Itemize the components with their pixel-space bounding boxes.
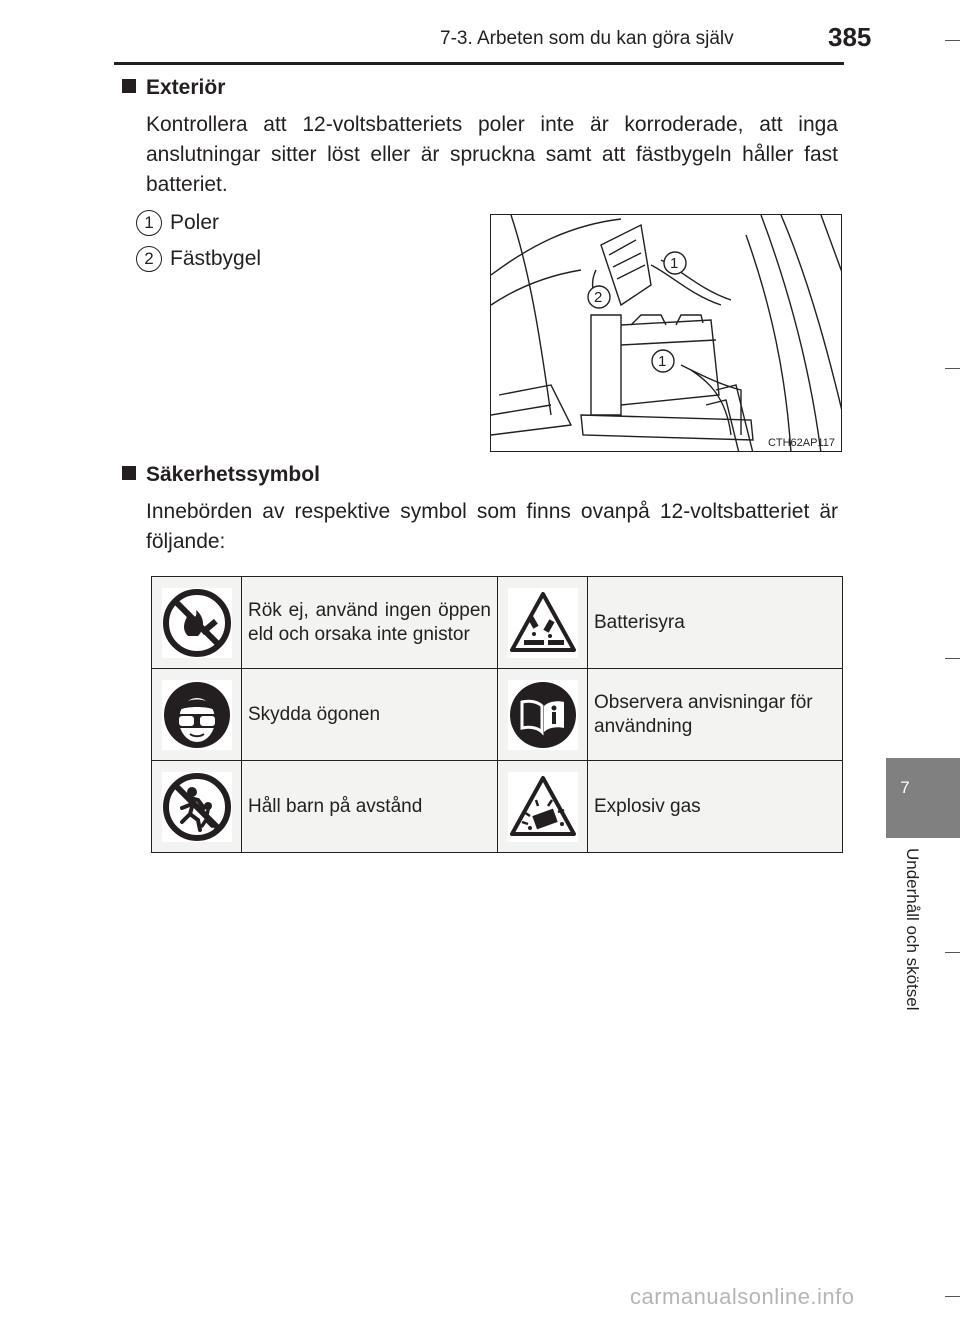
square-bullet-icon	[122, 466, 136, 480]
symbol-cell	[152, 577, 242, 669]
svg-text:1: 1	[658, 353, 667, 370]
chapter-label: Underhåll och skötsel	[903, 848, 922, 1011]
safety-paragraph: Innebörden av respektive symbol som finns ovanpå 12-voltsbatteriet är följande:	[146, 500, 838, 553]
safety-heading	[122, 463, 320, 487]
symbol-cell	[498, 577, 588, 669]
chapter-tab	[886, 758, 960, 838]
image-code: CTH62AP117	[767, 437, 835, 449]
battery-drawing	[491, 215, 842, 452]
table-row	[152, 577, 843, 669]
square-bullet-icon	[122, 79, 136, 93]
symbol-label: Explosiv gas	[588, 761, 843, 853]
crop-mark	[945, 40, 960, 41]
symbol-label: Batterisyra	[588, 577, 843, 669]
table-row	[152, 669, 843, 761]
page-number: 385	[828, 22, 872, 52]
eye-protection-icon	[162, 680, 232, 750]
table-row	[152, 761, 843, 853]
legend-item-poles	[136, 210, 219, 236]
no-smoking-no-flame-icon	[162, 588, 232, 658]
legend-number: 1	[136, 210, 162, 236]
read-instructions-icon	[508, 680, 578, 750]
watermark: carmanualsonline.info	[630, 1284, 855, 1309]
safety-heading-text: Säkerhetssymbol	[146, 463, 320, 486]
exterior-paragraph: Kontrollera att 12-voltsbatteriets poler inte är korroderade, att inga anslutningar sitter löst eller är spruckna samt att fästbygeln håller fast batteriet.	[146, 113, 838, 196]
symbol-label: Skydda ögonen	[242, 669, 498, 761]
keep-children-away-icon	[162, 772, 232, 842]
safety-symbol-table	[151, 576, 843, 853]
battery-illustration	[490, 214, 842, 452]
symbol-cell	[498, 669, 588, 761]
symbol-cell	[152, 669, 242, 761]
crop-mark	[945, 952, 960, 953]
symbol-label: Håll barn på avstånd	[242, 761, 498, 853]
legend-number: 2	[136, 246, 162, 272]
symbol-cell	[152, 761, 242, 853]
legend-label: Poler	[170, 211, 220, 234]
explosive-gas-warning-icon	[508, 772, 578, 842]
crop-mark	[945, 368, 960, 369]
svg-text:1: 1	[670, 255, 679, 272]
legend-label: Fästbygel	[170, 247, 262, 270]
section-title: 7-3. Arbeten som du kan göra själv	[440, 28, 734, 49]
chapter-number: 7	[900, 778, 910, 797]
header-rule	[114, 62, 844, 65]
crop-mark	[945, 1296, 960, 1297]
symbol-label: Observera anvisningar för användning	[588, 669, 843, 761]
exterior-heading-text: Exteriör	[146, 76, 226, 99]
exterior-heading	[122, 76, 225, 100]
battery-acid-warning-icon	[508, 588, 578, 658]
svg-text:2: 2	[594, 289, 603, 306]
symbol-label: Rök ej, använd ingen öppen eld och orsaka inte gnistor	[242, 577, 498, 669]
symbol-cell	[498, 761, 588, 853]
legend-item-bracket	[136, 246, 261, 272]
crop-mark	[945, 658, 960, 659]
